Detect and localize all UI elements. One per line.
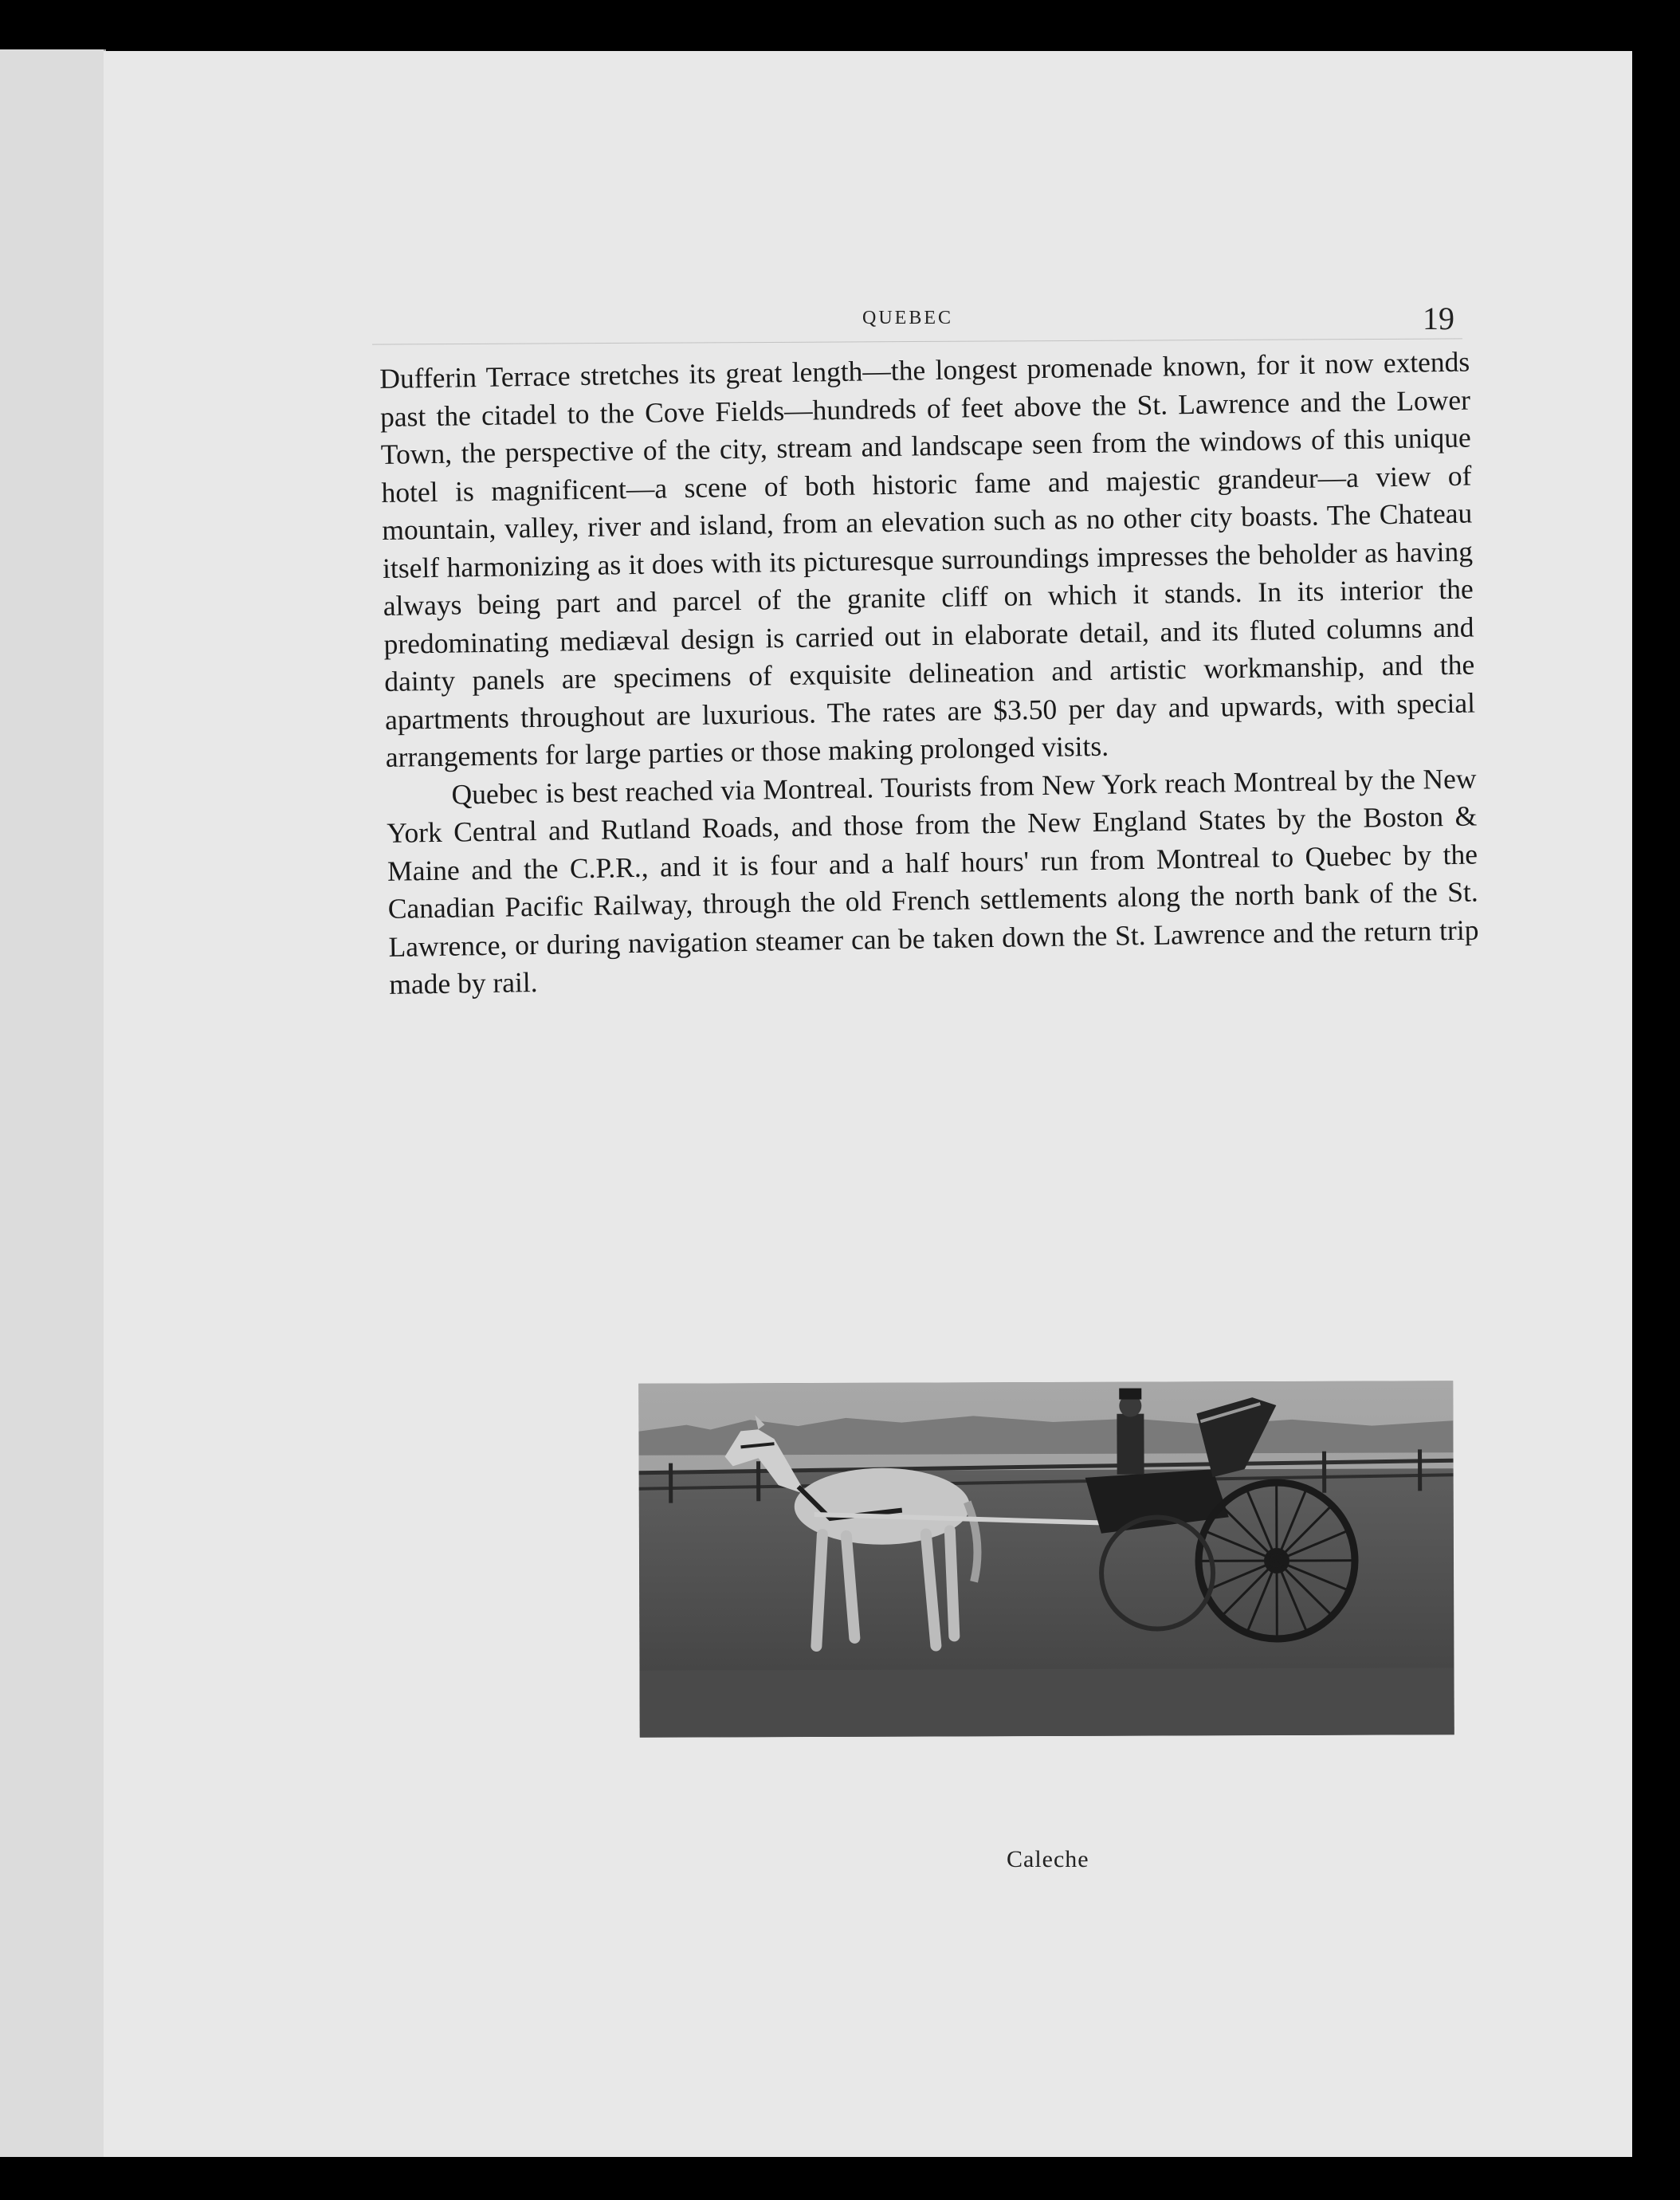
page-header <box>104 301 1632 340</box>
body-text <box>379 344 1480 1004</box>
caleche-photograph <box>638 1381 1454 1738</box>
book-page <box>104 51 1632 2157</box>
page-number: 19 <box>1423 301 1454 336</box>
caleche-illustration <box>638 1381 1454 1738</box>
facing-page-edge <box>0 49 106 2157</box>
running-head: QUEBEC <box>862 308 953 328</box>
figure-caption: Caleche <box>1007 1846 1089 1872</box>
paragraph: Quebec is best reached via Montreal. Tourists from New York reach Montreal by the New York Central and Rutland Roads, and those from the New England States by the Boston & Maine and the C.P.R., and it is four and a half hours' run from Montreal to Quebec by the Canadian Pacific Railway, through the old French settlements along the north bank of the St. Lawrence, or during navigation steamer can be taken down the St. Lawrence and the return trip made by rail. <box>387 761 1479 1000</box>
paragraph: Dufferin Terrace stretches its great length—the longest promenade known, for it now extends past the citadel to the Cove Fields—hundreds of feet above the St. Lawrence and the Lower Town, the perspective of the city, stream and landscape seen from the windows of this unique hotel is magnificent—a scene of both historic fame and majestic grandeur—a view of mountain, valley, river and island, from an elevation such as no other city boasts. The Chateau itself harmonizing as it does with its picturesque surroundings impresses the beholder as having always being part and parcel of the granite cliff on which it stands. In its interior the predominating mediæval design is carried out in elaborate detail, and its fluted columns and dainty panels are specimens of exquisite delineation and artistic workmanship, and the apartments throughout are luxurious. The rates are $3.50 per day and upwards, with special arrangements for large parties or those making prolonged visits. <box>379 345 1476 773</box>
